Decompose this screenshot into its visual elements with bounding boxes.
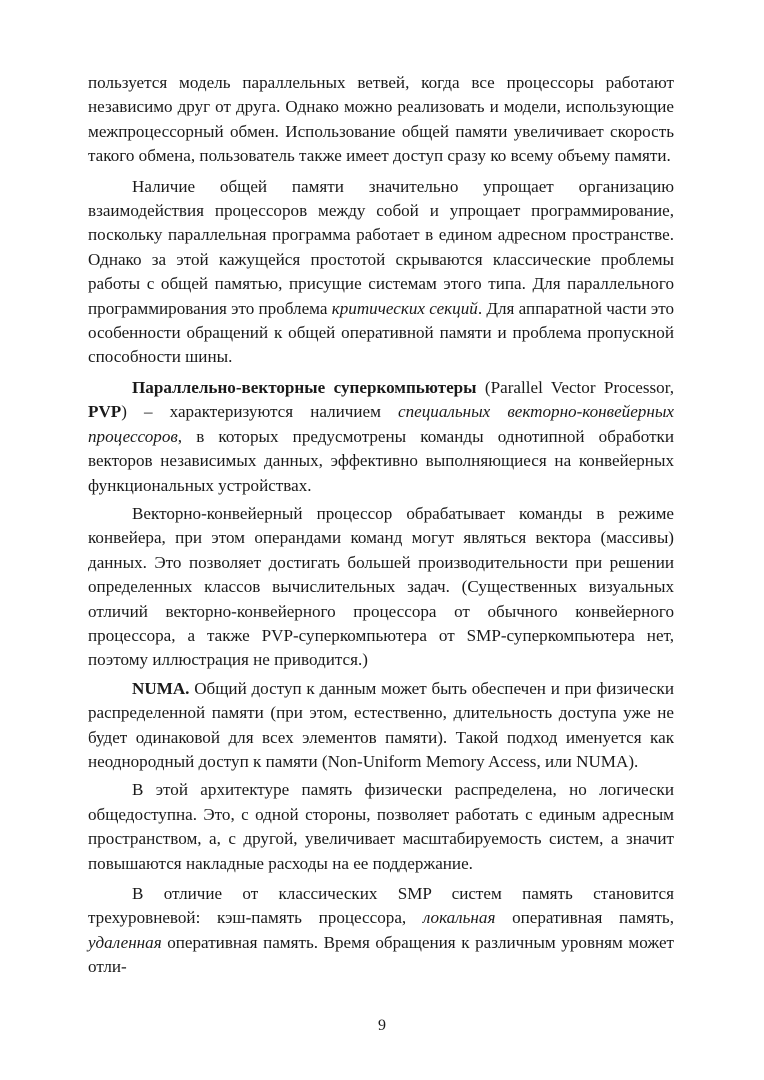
paragraph-numa-architecture (88, 778, 674, 876)
paragraph-text: В этой архитектуре память физически распределена, но логически общедоступна. Это, с одной стороны, позволяет работать с единым адресным пространством, а, с другой, увеличивает масштабируемость систем, а значит повышаются накладные расходы на ее поддержание. (88, 780, 674, 873)
paragraph-numa (88, 677, 674, 775)
paragraph-text: оперативная память, (495, 908, 674, 928)
paragraph-continued (88, 71, 674, 169)
paragraph-text: пользуется модель параллельных ветвей, когда все процессоры работают независимо друг от друга. Однако можно реализовать и модели, использующие межпроцессорный обмен. Использование общей памяти увеличивает скорость такого обмена, пользователь также имеет доступ сразу ко всему объему памяти. (88, 73, 674, 166)
paragraph-vector-processor (88, 502, 674, 673)
italic-term: критических секций (331, 298, 478, 318)
paragraph-text: ) – характеризуются наличием (121, 402, 399, 422)
paragraph-text: (Parallel Vector Processor, (476, 377, 674, 397)
paragraph-text: Общий доступ к данным может быть обеспечен и при физически распределенной памяти (при этом, естественно, длительность доступа уже не будет одинаковой для всех элементов памяти). Такой подход именуется как неоднородный доступ к памяти (Non-Uniform Memory Access, или NUMA). (88, 678, 674, 771)
italic-term: специальных векторно-конвейерных процессоров (88, 402, 674, 446)
paragraph-text: Наличие общей памяти значительно упрощает организацию взаимодействия процессоров между собой и упрощает программирование, поскольку параллельная программа работает в едином адресном пространстве. Однако за этой кажущейся простотой скрываются классические проблемы работы с общей памятью, присущие системам этого типа. Для параллельного программирования это проблема (88, 176, 674, 318)
document-body (88, 71, 674, 986)
paragraph-shared-memory (88, 175, 674, 370)
paragraph-memory-levels (88, 882, 674, 980)
italic-term: локальная (422, 908, 496, 928)
bold-term: Параллельно-векторные суперкомпьютеры (132, 377, 477, 397)
paragraph-text: В отличие от классических SMP систем память становится трехуровневой: кэш-память процессора, (88, 884, 674, 928)
paragraph-text: . Для аппаратной части это особенности обращений к общей оперативной памяти и проблема пропускной способности шины. (88, 298, 674, 367)
bold-abbreviation: PVP (88, 402, 122, 422)
paragraph-pvp (88, 376, 674, 498)
bold-term: NUMA. (132, 678, 190, 698)
page-number: 9 (378, 1017, 386, 1034)
paragraph-text: , в которых предусмотрены команды однотипной обработки векторов независимых данных, эффективно выполняющиеся на конвейерных функциональных устройствах. (88, 426, 674, 495)
paragraph-text: Векторно-конвейерный процессор обрабатывает команды в режиме конвейера, при этом операндами команд могут являться вектора (массивы) данных. Это позволяет достигать большей производительности при решении определенных классов вычислительных задач. (Существенных визуальных отличий векторно-конвейерного процессора от обычного конвейерного процессора, а также PVP-суперкомпьютера от SMP-суперкомпьютера нет, поэтому иллюстрация не приводится.) (88, 503, 674, 670)
italic-term: удаленная (88, 932, 162, 952)
paragraph-text: оперативная память. Время обращения к различным уровням может отли- (88, 932, 674, 977)
